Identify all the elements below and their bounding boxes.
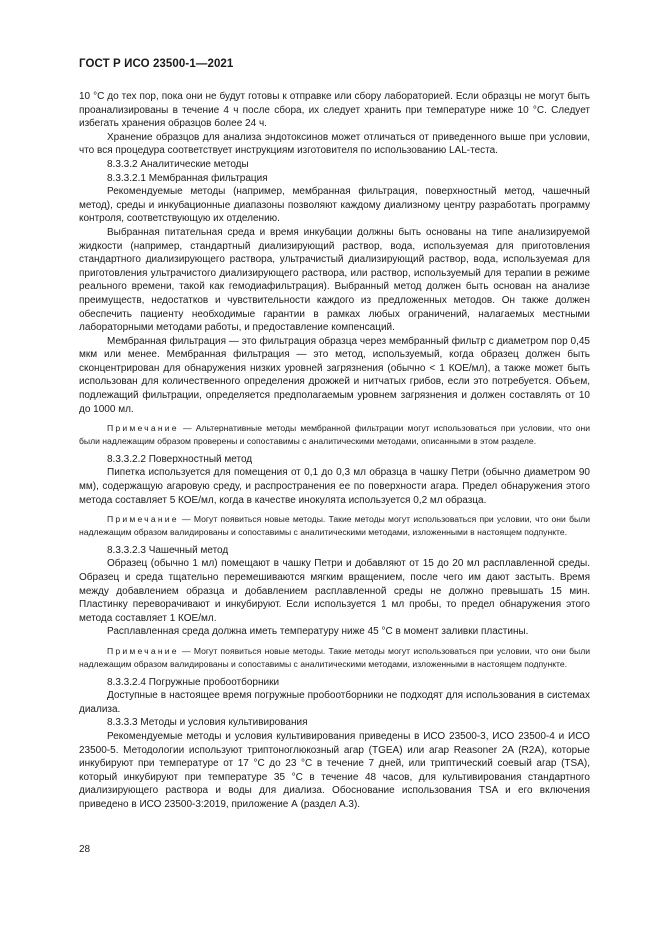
note <box>79 422 590 448</box>
note <box>79 645 590 671</box>
paragraph: Доступные в настоящее время погружные пробоотборники не подходят для использования в системах диализа. <box>79 690 590 715</box>
paragraph: Пипетка используется для помещения от 0,1 до 0,3 мл образца в чашку Петри (обычно диаметром 90 мм), содержащую агаровую среду, и распространения ее по поверхности агара. Предел обнаружения этого метода составляет 5 КОЕ/мл, когда в качестве инокулята используется 0,2 мл образца. <box>79 467 590 506</box>
paragraph: 10 °C до тех пор, пока они не будут готовы к отправке или сбору лабораторией. Если образцы не могут быть проанализированы в течение 4 ч после сбора, их следует хранить при температуре ниже 10 °C. Следует избегать хранения образцов более 24 ч. <box>79 91 590 130</box>
paragraph: Расплавленная среда должна иметь температуру ниже 45 °C в момент заливки пластины. <box>107 626 529 638</box>
paragraph: Выбранная питательная среда и время инкубации должны быть основаны на типе анализируемой жидкости (например, стандартный диализирующий раствор, вода, используемая для приготовления стандартного диализирующего раствора, ультрачистый диализирующий раствор, вода, используемая для приготовления ультрачистого диализирующего раствора, или раствор, используемый для терапии в режиме реального времени, такой как гемодиафильтрация). Выбранный метод должен быть основан на анализе преимуществ, недостатков и чувствительности каждого из предложенных методов. Он также должен обеспечить пациенту необходимые гарантии в рамках любых ограничений, налагаемых местными лабораторными методами работы, и предоставление компенсаций. <box>79 226 590 334</box>
note <box>79 513 590 539</box>
note-label: Примечание <box>107 514 179 525</box>
section-heading-8-3-3-2-1: 8.3.3.2.1 Мембранная фильтрация <box>107 172 268 184</box>
section-heading-8-3-3-2: 8.3.3.2 Аналитические методы <box>107 158 249 170</box>
section-heading-8-3-3-3: 8.3.3.3 Методы и условия культивирования <box>107 717 308 729</box>
document-header: ГОСТ Р ИСО 23500-1—2021 <box>79 58 234 70</box>
note-label: Примечание <box>107 423 179 434</box>
paragraph: Рекомендуемые методы (например, мембранная фильтрация, поверхностный метод, чашечный метод), среды и инкубационные диапазоны позволяют каждому диализному центру разработать программу контроля, соответствующую их отделению. <box>79 186 590 225</box>
note-label: Примечание <box>107 645 179 656</box>
section-heading-8-3-3-2-3: 8.3.3.2.3 Чашечный метод <box>107 544 229 556</box>
section-heading-8-3-3-2-4: 8.3.3.2.4 Погружные пробоотборники <box>107 676 280 688</box>
section-heading-8-3-3-2-2: 8.3.3.2.2 Поверхностный метод <box>107 453 253 465</box>
paragraph: Хранение образцов для анализа эндотоксинов может отличаться от приведенного выше при условии, что вся процедура соответствует инструкциям изготовителя по использованию LAL-теста. <box>79 131 590 157</box>
note-text: — Могут появиться новые методы. Такие методы могут использоваться при условии, что они были надлежащим образом валидированы и сопоставимы с аналитическими методами, изложенными в настоящем подпункте. <box>79 645 591 669</box>
note-text: — Могут появиться новые методы. Такие методы могут использоваться при условии, что они были надлежащим образом валидированы и сопоставимы с аналитическими методами, изложенными в настоящем подпункте. <box>79 514 591 538</box>
paragraph: Рекомендуемые методы и условия культивирования приведены в ИСО 23500-3, ИСО 23500-4 и ИСО 23500-5. Методологии используют триптоноглюкозный агар (TGEA) или агар Reasoner 2A (R2A), которые инкубируют при температуре от 17 °C до 23 °C в течение 7 дней, или триптический соевый агар (TSA), который инкубируют при температуре 35 °C в течение 48 часов, для культивирования стандартного диализирующего раствора и воды для диализа. Обоснование использования TSA и его включения приведено в ИСО 23500-3:2019, приложение А (раздел А.3). <box>79 730 590 810</box>
document-body <box>79 90 590 812</box>
paragraph: Мембранная фильтрация — это фильтрация образца через мембранный фильтр с диаметром пор 0,45 мкм или менее. Мембранная фильтрация — это метод, используемый, когда образец должен быть сконцентрирован для обнаружения низких уровней загрязнения (обычно < 1 КОЕ/мл), а также может быть использован для количественного определения дрожжей и нитчатых грибов, если это потребуется. Объем, подлежащий фильтрации, определяется предполагаемым уровнем загрязнения и должен составлять от 10 до 1000 мл. <box>79 335 590 415</box>
paragraph: Образец (обычно 1 мл) помещают в чашку Петри и добавляют от 15 до 20 мл расплавленной среды. Образец и среда тщательно перемешиваются мягким вращением, после чего им дают застыть. Время между добавлением образца и добавлением расплавленной среды не должно превышать 15 мин. Пластинку переворачивают и инкубируют. Если используется 1 мл пробы, то предел обнаружения этого метода составляет 1 КОЕ/мл. <box>79 558 590 624</box>
note-text: — Альтернативные методы мембранной фильтрации могут использоваться при условии, что они были надлежащим образом проверены и сопоставимы с аналитическими методами, описанными в этом разделе. <box>79 423 590 447</box>
page-number: 28 <box>79 844 91 855</box>
